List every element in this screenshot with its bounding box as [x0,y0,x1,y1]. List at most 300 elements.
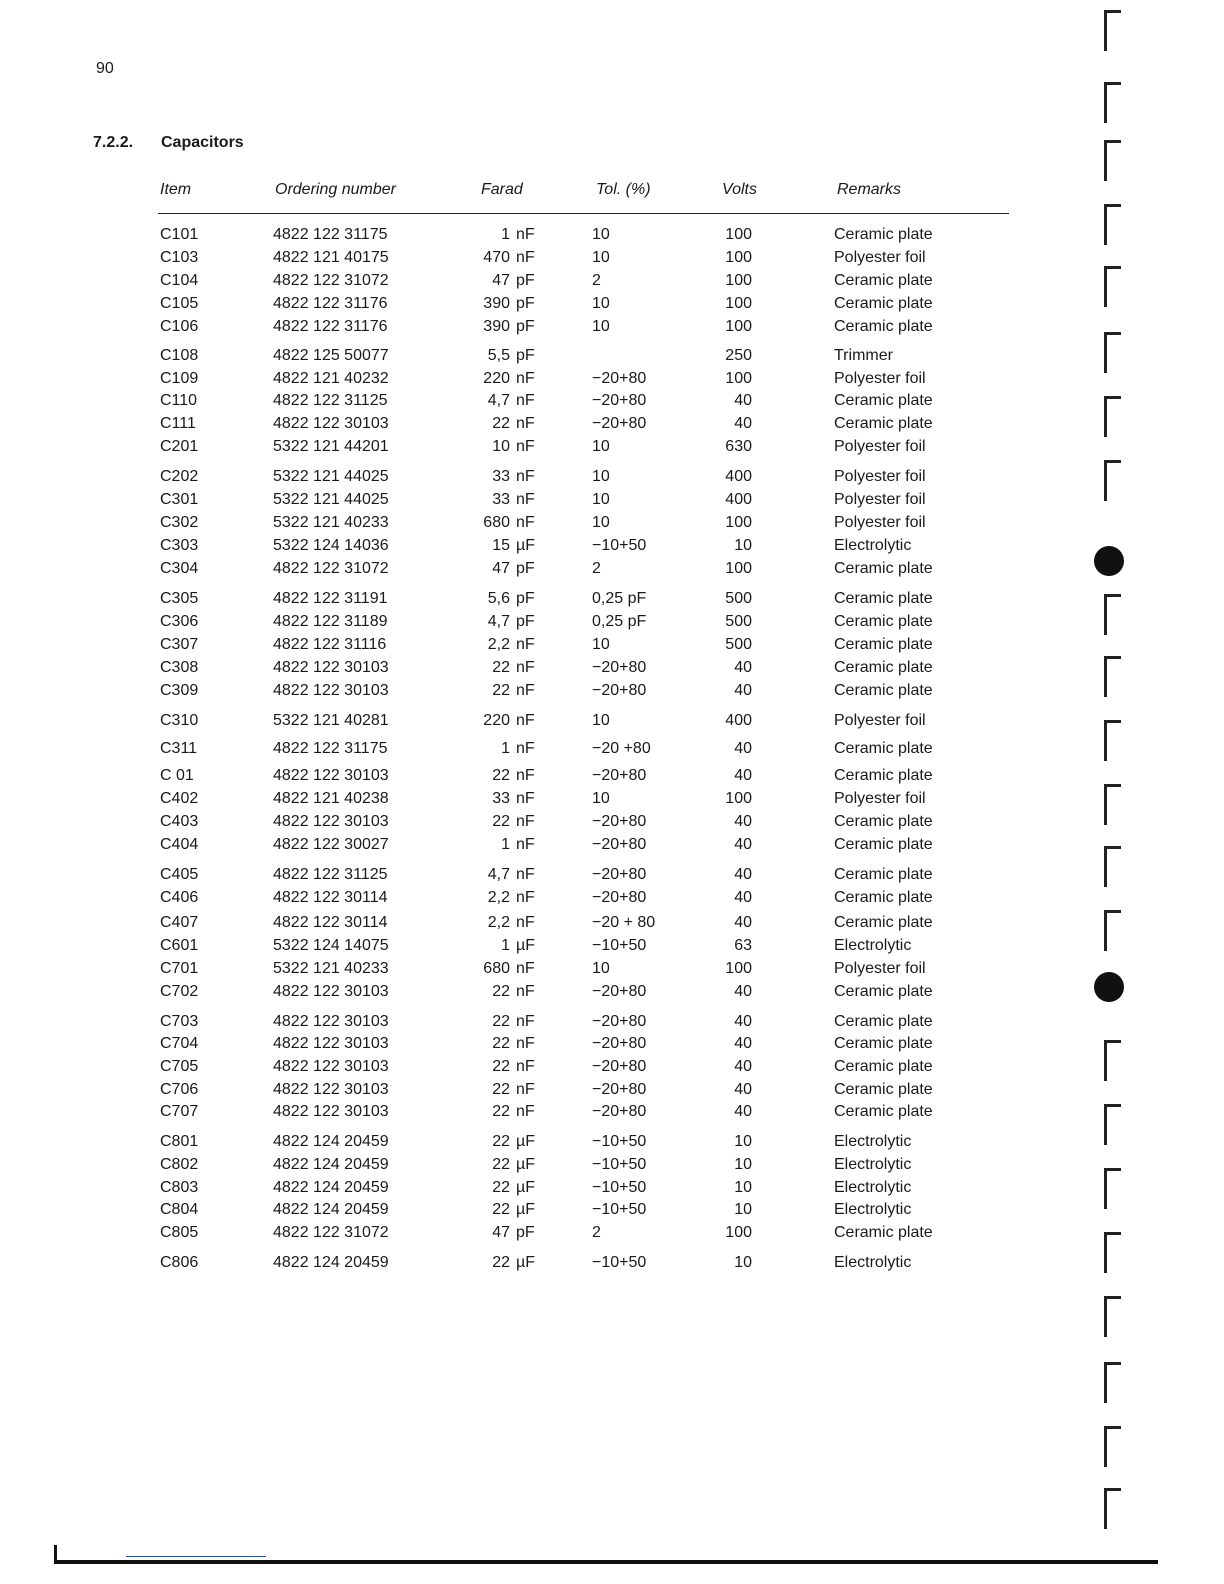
row-volts: 10 [734,1156,752,1173]
section-title: Capacitors [161,134,244,151]
row-volts: 40 [734,1058,752,1075]
table-row [0,866,1050,888]
row-farad-value: 4,7 [487,866,510,883]
binder-mark [1104,10,1121,51]
row-farad-value: 22 [492,1013,510,1030]
binder-mark [1104,396,1121,437]
row-ordering-number: 4822 122 31072 [273,1224,389,1241]
row-ordering-number: 4822 122 31191 [273,590,388,607]
row-farad-value: 22 [492,415,510,432]
row-farad-unit: nF [516,514,535,531]
row-remarks: Electrolytic [834,1201,912,1218]
binder-mark [1104,910,1121,951]
row-remarks: Ceramic plate [834,392,933,409]
table-row [0,813,1050,835]
row-item: C703 [160,1013,199,1030]
binder-mark [1104,656,1121,697]
row-tolerance: 10 [592,226,610,243]
row-farad-unit: nF [516,1103,535,1120]
row-farad-value: 22 [492,767,510,784]
row-ordering-number: 4822 122 31175 [273,226,388,243]
row-farad-unit: pF [516,1224,535,1241]
row-remarks: Ceramic plate [834,636,933,653]
row-farad-value: 22 [492,1081,510,1098]
row-tolerance: −20+80 [592,866,647,883]
table-row [0,415,1050,437]
row-remarks: Ceramic plate [834,1224,933,1241]
row-tolerance: 10 [592,491,610,508]
binder-mark [1104,720,1121,761]
row-remarks: Ceramic plate [834,560,933,577]
binder-mark [1104,846,1121,887]
row-tolerance: −10+50 [592,1133,647,1150]
row-volts: 630 [725,438,752,455]
binder-mark [1104,460,1121,501]
row-item: C303 [160,537,199,554]
row-farad-value: 5,5 [487,347,510,364]
row-farad-unit: nF [516,836,535,853]
row-remarks: Polyester foil [834,514,926,531]
table-row [0,370,1050,392]
row-remarks: Electrolytic [834,1133,912,1150]
row-farad-value: 22 [492,1133,510,1150]
row-volts: 40 [734,866,752,883]
row-volts: 100 [725,295,752,312]
row-tolerance: −10+50 [592,537,647,554]
row-remarks: Ceramic plate [834,1013,933,1030]
table-row [0,636,1050,658]
row-remarks: Ceramic plate [834,590,933,607]
table-row [0,491,1050,513]
row-volts: 40 [734,415,752,432]
row-volts: 250 [725,347,752,364]
row-item: C111 [160,415,196,432]
table-row [0,836,1050,858]
row-ordering-number: 4822 122 30103 [273,659,389,676]
row-tolerance: −10+50 [592,1156,647,1173]
row-tolerance: 0,25 pF [592,613,647,630]
row-farad-value: 220 [483,712,510,729]
row-volts: 10 [734,1201,752,1218]
row-tolerance: −20+80 [592,392,647,409]
row-remarks: Ceramic plate [834,866,933,883]
row-ordering-number: 5322 121 44201 [273,438,389,455]
bottom-tick [54,1545,57,1563]
row-tolerance: −20+80 [592,1013,647,1030]
table-row [0,1156,1050,1178]
row-volts: 40 [734,914,752,931]
table-row [0,1224,1050,1246]
row-item: C403 [160,813,199,830]
row-farad-unit: µF [516,1179,535,1196]
row-tolerance: −10+50 [592,1201,647,1218]
row-farad-value: 220 [483,370,510,387]
row-remarks: Ceramic plate [834,659,933,676]
row-farad-value: 390 [483,295,510,312]
row-farad-value: 33 [492,790,510,807]
row-farad-unit: pF [516,347,535,364]
binder-mark [1104,594,1121,635]
row-farad-unit: pF [516,318,535,335]
row-farad-unit: nF [516,249,535,266]
row-ordering-number: 4822 124 20459 [273,1156,389,1173]
row-ordering-number: 4822 122 31189 [273,613,388,630]
row-farad-value: 22 [492,1103,510,1120]
row-ordering-number: 4822 125 50077 [273,347,389,364]
row-remarks: Ceramic plate [834,1081,933,1098]
row-volts: 40 [734,889,752,906]
row-volts: 500 [725,613,752,630]
row-remarks: Ceramic plate [834,318,933,335]
row-farad-unit: nF [516,1013,535,1030]
table-row [0,960,1050,982]
table-row [0,889,1050,911]
row-item: C311 [160,740,198,757]
row-item: C705 [160,1058,199,1075]
row-item: C702 [160,983,199,1000]
row-volts: 63 [734,937,752,954]
row-volts: 40 [734,1013,752,1030]
row-farad-unit: nF [516,767,535,784]
row-farad-unit: µF [516,1156,535,1173]
row-item: C306 [160,613,199,630]
row-ordering-number: 4822 122 30114 [273,914,388,931]
row-item: C407 [160,914,199,931]
row-remarks: Ceramic plate [834,1103,933,1120]
row-remarks: Ceramic plate [834,813,933,830]
table-row [0,249,1050,271]
row-volts: 40 [734,813,752,830]
row-tolerance: 10 [592,514,610,531]
binder-mark [1104,1488,1121,1529]
row-remarks: Ceramic plate [834,226,933,243]
row-tolerance: −20+80 [592,983,647,1000]
row-item: C402 [160,790,199,807]
row-farad-unit: nF [516,682,535,699]
row-farad-unit: nF [516,226,535,243]
table-row [0,1201,1050,1223]
row-farad-value: 1 [501,937,510,954]
row-remarks: Electrolytic [834,1156,912,1173]
row-ordering-number: 5322 121 44025 [273,491,389,508]
row-farad-value: 1 [501,836,510,853]
row-volts: 40 [734,740,752,757]
row-volts: 400 [725,468,752,485]
row-farad-value: 1 [501,740,510,757]
row-tolerance: −20+80 [592,813,647,830]
row-farad-unit: µF [516,937,535,954]
row-farad-unit: µF [516,1133,535,1150]
row-ordering-number: 4822 122 30027 [273,836,389,853]
row-farad-unit: nF [516,415,535,432]
row-ordering-number: 4822 122 30114 [273,889,388,906]
row-ordering-number: 4822 122 31125 [273,866,388,883]
row-tolerance: −10+50 [592,1179,647,1196]
table-row [0,790,1050,812]
row-volts: 40 [734,1103,752,1120]
row-remarks: Ceramic plate [834,682,933,699]
row-volts: 40 [734,682,752,699]
row-ordering-number: 4822 122 31175 [273,740,388,757]
row-farad-unit: nF [516,659,535,676]
table-row [0,914,1050,936]
row-volts: 400 [725,712,752,729]
row-ordering-number: 4822 122 31116 [273,636,387,653]
row-item: C601 [160,937,199,954]
row-farad-value: 15 [492,537,510,554]
row-farad-value: 2,2 [487,914,510,931]
row-ordering-number: 4822 124 20459 [273,1133,389,1150]
row-tolerance: −20+80 [592,1081,647,1098]
binder-mark [1104,332,1121,373]
row-farad-value: 22 [492,983,510,1000]
row-farad-unit: nF [516,468,535,485]
table-row [0,295,1050,317]
row-farad-unit: nF [516,438,535,455]
row-ordering-number: 4822 122 31072 [273,560,389,577]
row-item: C701 [160,960,199,977]
table-row [0,1081,1050,1103]
row-tolerance: −20 +80 [592,740,651,757]
row-ordering-number: 5322 121 40281 [273,712,389,729]
row-remarks: Ceramic plate [834,889,933,906]
table-row [0,1058,1050,1080]
row-ordering-number: 4822 122 31176 [273,318,388,335]
row-item: C110 [160,392,198,409]
row-tolerance: 10 [592,790,610,807]
row-item: C301 [160,491,199,508]
row-farad-unit: nF [516,1035,535,1052]
row-item: C802 [160,1156,199,1173]
row-tolerance: −20+80 [592,889,647,906]
row-farad-unit: µF [516,1254,535,1271]
row-farad-value: 22 [492,682,510,699]
row-remarks: Ceramic plate [834,914,933,931]
row-volts: 10 [734,1133,752,1150]
row-tolerance: 10 [592,318,610,335]
row-ordering-number: 4822 122 30103 [273,983,389,1000]
page-number: 90 [96,60,114,77]
row-tolerance: −20+80 [592,1058,647,1075]
row-ordering-number: 5322 121 40233 [273,960,389,977]
row-ordering-number: 4822 124 20459 [273,1201,389,1218]
row-remarks: Polyester foil [834,790,926,807]
table-row [0,590,1050,612]
binder-mark [1104,1296,1121,1337]
table-row [0,659,1050,681]
row-item: C201 [160,438,199,455]
binder-mark [1104,1168,1121,1209]
table-row [0,767,1050,789]
row-farad-value: 22 [492,813,510,830]
row-item: C404 [160,836,199,853]
binder-strip [1088,0,1148,1584]
binder-mark [1104,82,1121,123]
row-volts: 40 [734,1035,752,1052]
binder-mark [1104,1362,1121,1403]
row-remarks: Polyester foil [834,370,926,387]
row-farad-value: 680 [483,960,510,977]
row-farad-unit: nF [516,813,535,830]
row-volts: 40 [734,983,752,1000]
row-tolerance: −20+80 [592,836,647,853]
header-ordering-number: Ordering number [275,181,396,198]
row-farad-value: 22 [492,1035,510,1052]
binder-mark [1104,1232,1121,1273]
row-tolerance: −20 + 80 [592,914,656,931]
row-volts: 100 [725,560,752,577]
row-volts: 100 [725,272,752,289]
row-ordering-number: 4822 122 31072 [273,272,389,289]
table-row [0,1179,1050,1201]
header-tolerance: Tol. (%) [596,181,651,198]
row-remarks: Polyester foil [834,491,926,508]
row-tolerance: −20+80 [592,1103,647,1120]
row-item: C801 [160,1133,199,1150]
row-farad-unit: nF [516,636,535,653]
row-volts: 10 [734,537,752,554]
row-tolerance: −20+80 [592,682,647,699]
row-farad-unit: nF [516,790,535,807]
row-tolerance: 2 [592,560,601,577]
row-remarks: Polyester foil [834,468,926,485]
row-item: C405 [160,866,199,883]
binder-mark [1104,266,1121,307]
row-item: C302 [160,514,199,531]
row-item: C803 [160,1179,199,1196]
row-volts: 500 [725,590,752,607]
row-remarks: Electrolytic [834,537,912,554]
table-row [0,740,1050,762]
row-item: C108 [160,347,199,364]
table-row [0,1035,1050,1057]
row-remarks: Ceramic plate [834,740,933,757]
row-tolerance: 10 [592,636,610,653]
row-item: C704 [160,1035,199,1052]
row-remarks: Ceramic plate [834,272,933,289]
header-item: Item [160,181,192,198]
binder-mark [1104,1040,1121,1081]
row-volts: 40 [734,392,752,409]
binder-mark [1104,1426,1121,1467]
row-farad-value: 22 [492,1179,510,1196]
row-farad-value: 5,6 [487,590,510,607]
table-row [0,272,1050,294]
row-ordering-number: 4822 122 30103 [273,1081,389,1098]
table-row [0,318,1050,340]
table-row [0,1013,1050,1035]
row-item: C305 [160,590,199,607]
row-farad-unit: nF [516,1081,535,1098]
table-row [0,514,1050,536]
row-farad-value: 22 [492,1254,510,1271]
row-ordering-number: 4822 122 30103 [273,1103,389,1120]
row-farad-unit: µF [516,537,535,554]
row-item: C308 [160,659,199,676]
row-farad-unit: nF [516,889,535,906]
row-remarks: Polyester foil [834,960,926,977]
row-volts: 100 [725,226,752,243]
row-tolerance: 10 [592,468,610,485]
row-remarks: Electrolytic [834,1179,912,1196]
table-row [0,1133,1050,1155]
bottom-blue-line [126,1556,266,1557]
row-farad-value: 390 [483,318,510,335]
binder-hole [1094,972,1124,1002]
row-item: C806 [160,1254,199,1271]
row-farad-value: 4,7 [487,613,510,630]
row-item: C105 [160,295,199,312]
row-farad-unit: nF [516,712,535,729]
row-farad-unit: nF [516,392,535,409]
row-item: C 01 [160,767,194,784]
row-farad-value: 470 [483,249,510,266]
row-tolerance: −20+80 [592,659,647,676]
row-farad-unit: pF [516,295,535,312]
row-item: C101 [160,226,199,243]
header-remarks: Remarks [837,181,902,198]
row-farad-unit: µF [516,1201,535,1218]
row-farad-value: 33 [492,468,510,485]
table-row [0,560,1050,582]
row-tolerance: 2 [592,272,601,289]
row-ordering-number: 4822 124 20459 [273,1254,389,1271]
row-remarks: Trimmer [834,347,893,364]
row-farad-unit: nF [516,914,535,931]
row-ordering-number: 4822 121 40232 [273,370,389,387]
row-remarks: Polyester foil [834,249,926,266]
row-ordering-number: 5322 121 40233 [273,514,389,531]
row-volts: 10 [734,1254,752,1271]
row-farad-value: 47 [492,560,510,577]
row-farad-unit: nF [516,983,535,1000]
row-item: C707 [160,1103,199,1120]
row-item: C202 [160,468,199,485]
row-farad-value: 22 [492,1156,510,1173]
row-ordering-number: 4822 122 30103 [273,1013,389,1030]
row-ordering-number: 4822 122 31176 [273,295,388,312]
row-farad-value: 47 [492,1224,510,1241]
row-remarks: Ceramic plate [834,767,933,784]
row-farad-value: 4,7 [487,392,510,409]
row-volts: 100 [725,370,752,387]
row-remarks: Ceramic plate [834,836,933,853]
row-item: C805 [160,1224,199,1241]
row-volts: 40 [734,659,752,676]
row-remarks: Electrolytic [834,937,912,954]
binder-mark [1104,140,1121,181]
row-volts: 100 [725,790,752,807]
row-remarks: Ceramic plate [834,983,933,1000]
row-farad-unit: nF [516,370,535,387]
row-farad-value: 22 [492,1201,510,1218]
row-ordering-number: 5322 121 44025 [273,468,389,485]
row-farad-value: 1 [501,226,510,243]
row-tolerance: −10+50 [592,937,647,954]
table-row [0,226,1050,248]
row-ordering-number: 4822 121 40238 [273,790,389,807]
row-ordering-number: 4822 122 30103 [273,767,389,784]
table-row [0,468,1050,490]
row-tolerance: 10 [592,438,610,455]
row-farad-unit: nF [516,866,535,883]
row-volts: 100 [725,1224,752,1241]
binder-mark [1104,784,1121,825]
row-volts: 100 [725,960,752,977]
row-farad-unit: nF [516,1058,535,1075]
row-volts: 100 [725,318,752,335]
row-tolerance: 10 [592,249,610,266]
